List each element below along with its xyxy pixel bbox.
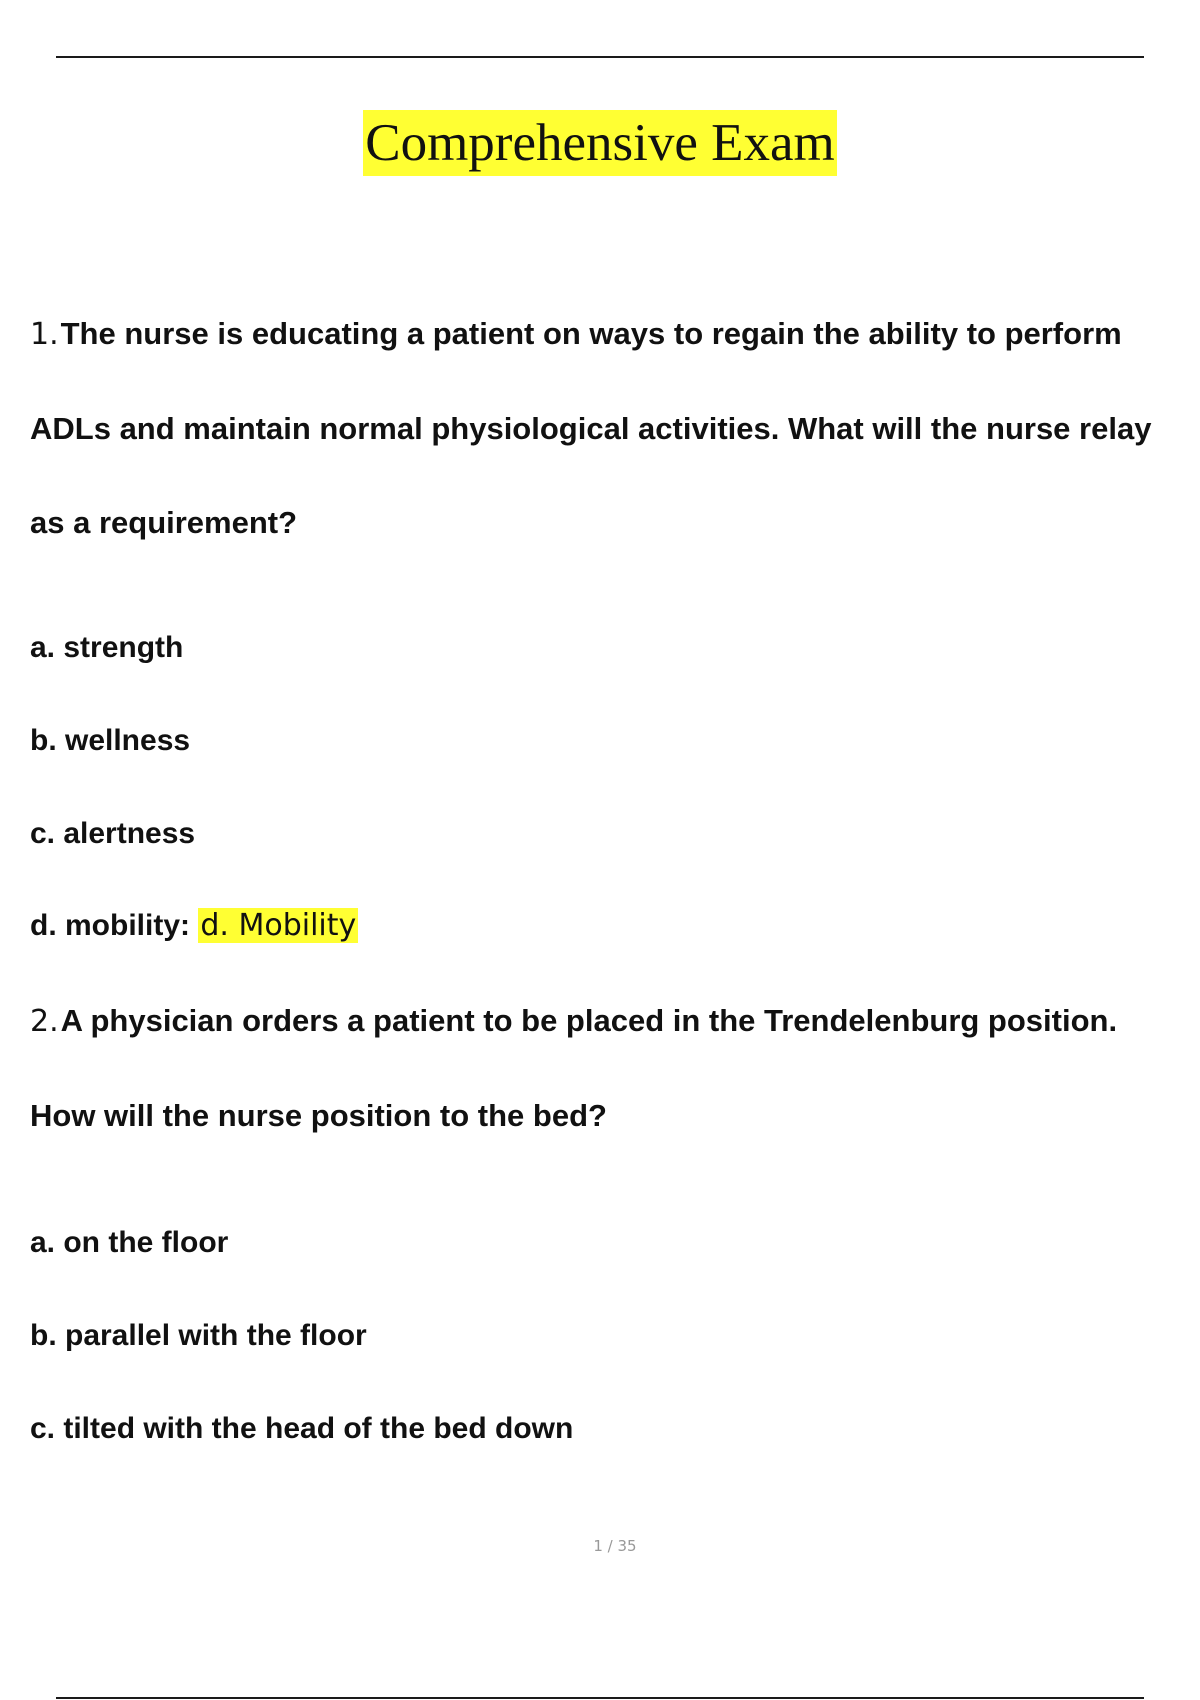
option-a: a. on the floor [30,1226,229,1259]
page-indicator: 1 / 35 [593,1537,637,1555]
bottom-rule [56,1697,1144,1699]
option-d-label: d. mobility: [30,909,190,942]
option-c: c. tilted with the head of the bed down [30,1412,574,1445]
question-number: 1. [30,317,59,352]
option-c: c. alertness [30,817,196,850]
document-title: Comprehensive Exam [363,110,837,176]
highlighted-answer: d. Mobility [200,908,357,943]
question-text: A physician orders a patient to be placed in the Trendelenburg position. How will the nurse position to the bed? [30,1003,1118,1133]
top-rule [56,56,1144,58]
question-2 [30,974,1180,1163]
option-b: b. parallel with the floor [30,1319,367,1352]
question-1 [30,287,1180,570]
option-d [30,906,358,946]
question-text: The nurse is educating a patient on ways to regain the ability to perform ADLs and maintain normal physiological activities. What will the nurse relay as a requirement? [30,316,1152,540]
option-b: b. wellness [30,724,191,757]
title-container [0,110,1200,176]
question-number: 2. [30,1004,59,1039]
option-a: a. strength [30,631,184,664]
